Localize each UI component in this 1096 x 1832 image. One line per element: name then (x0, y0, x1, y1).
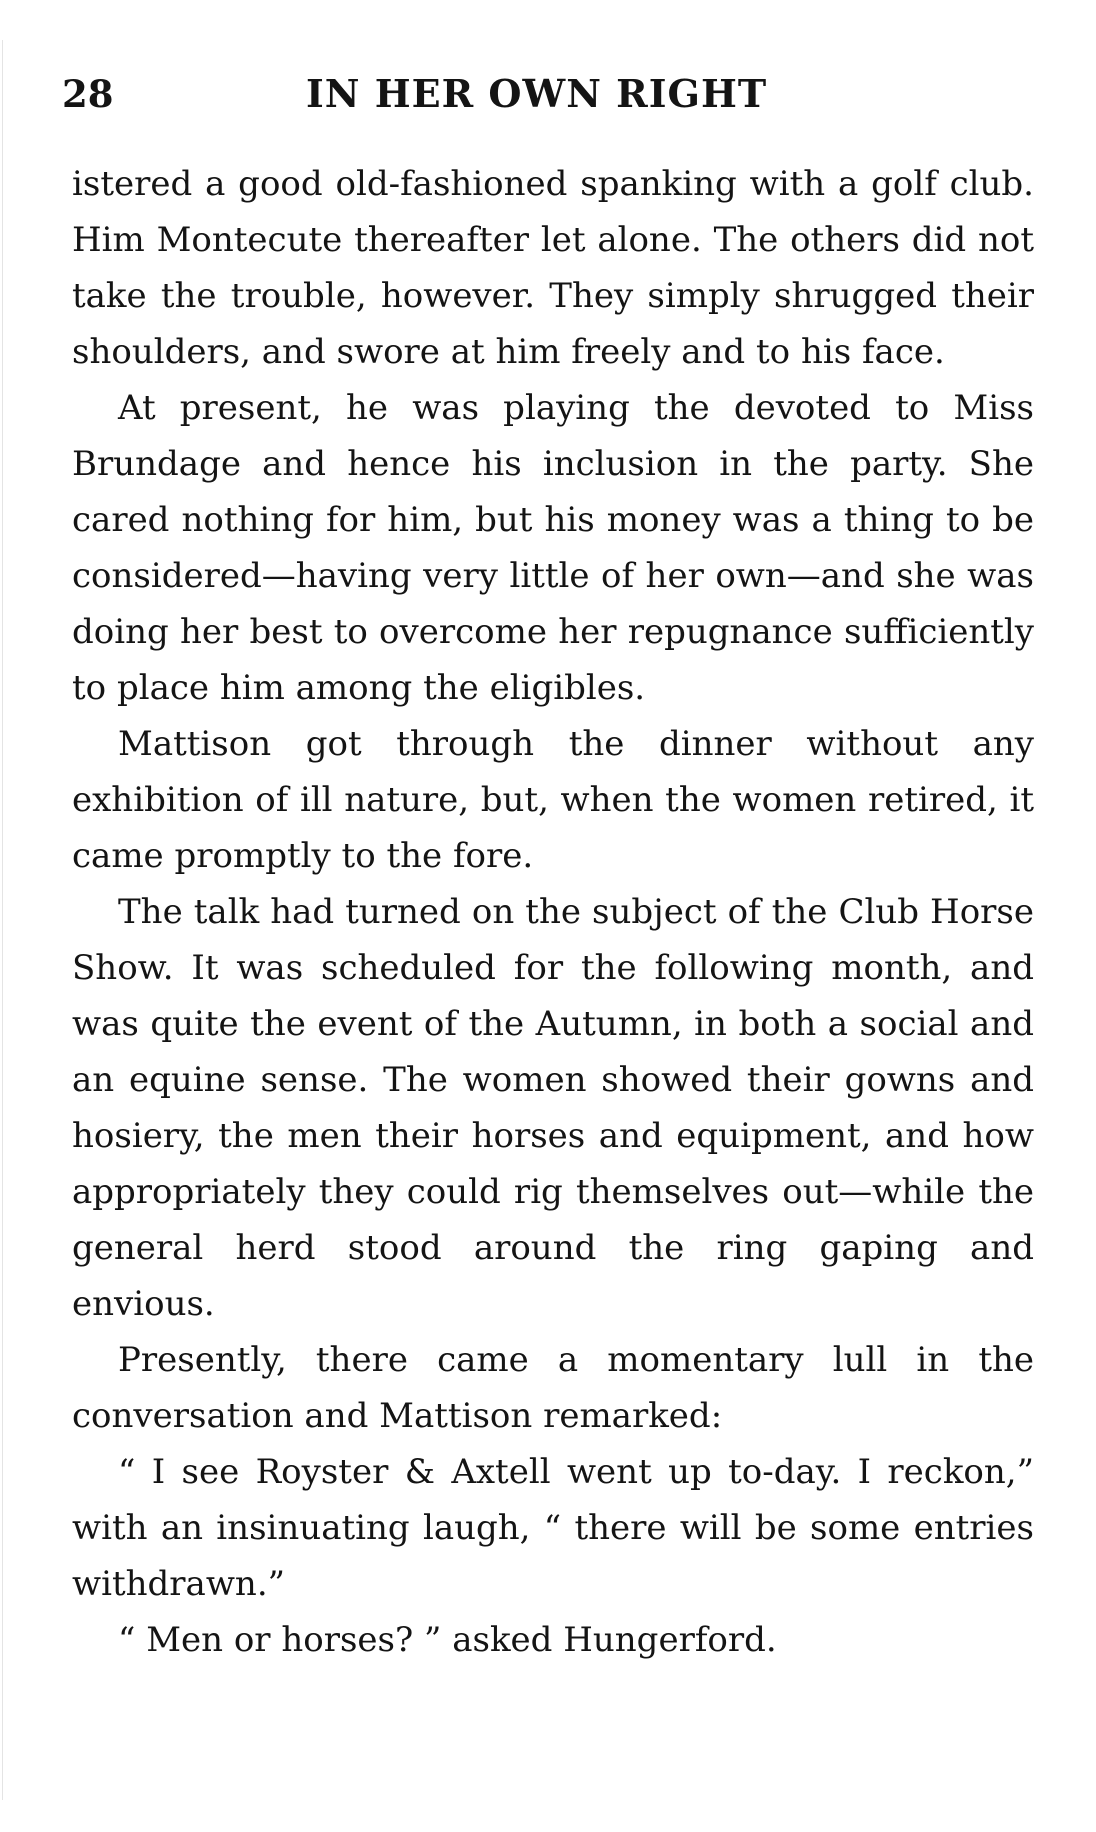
dialogue-paragraph: “ I see Royster & Axtell went up to-day. I reckon,” with an insinuating laugh, “ there will be some entries withdrawn.” (72, 1452, 1034, 1604)
paragraph-continued: istered a good old-fashioned spanking with a golf club. Him Montecute thereafter let alone. The others did not take the trouble, however. They simply shrugged their shoulders, and swore at him freely and to his face. (72, 164, 1034, 372)
page-edge-shadow (2, 40, 3, 1800)
paragraph: Mattison got through the dinner without any exhibition of ill nature, but, when the women retired, it came promptly to the fore. (72, 724, 1034, 876)
body-text (72, 156, 1034, 1668)
page-number: 28 (62, 72, 114, 116)
running-title: IN HER OWN RIGHT (306, 71, 768, 116)
paragraph: Presently, there came a momentary lull in the conversation and Mattison remarked: (72, 1340, 1034, 1436)
paragraph: At present, he was playing the devoted to Miss Brundage and hence his inclusion in the party. She cared nothing for him, but his money was a thing to be considered—having very little of her own—and she was doing her best to overcome her repugnance sufficiently to place him among the eligibles. (72, 388, 1034, 708)
dialogue-paragraph: “ Men or horses? ” asked Hungerford. (118, 1620, 777, 1660)
paragraph: The talk had turned on the subject of the Club Horse Show. It was scheduled for the following month, and was quite the event of the Autumn, in both a social and an equine sense. The women showed their gowns and hosiery, the men their horses and equipment, and how appropriately they could rig themselves out—while the general herd stood around the ring gaping and envious. (72, 892, 1034, 1324)
running-head (56, 64, 1036, 124)
